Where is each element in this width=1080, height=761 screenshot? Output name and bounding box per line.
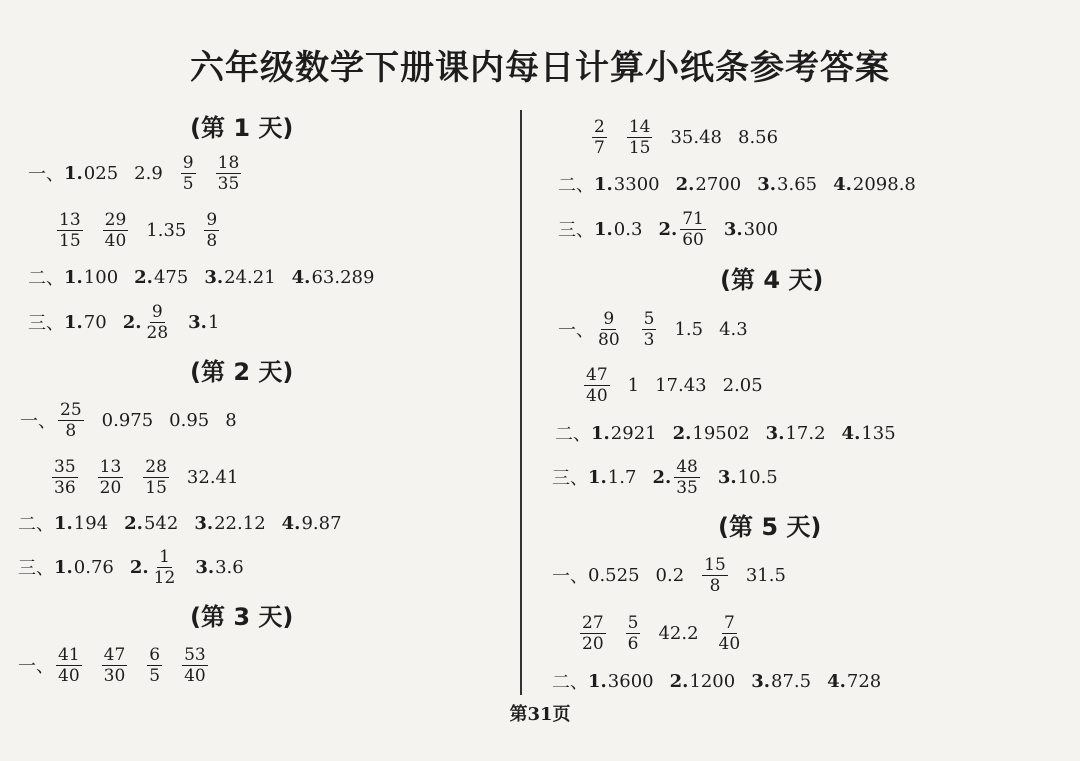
answer-row xyxy=(28,148,259,198)
question-index: 4. xyxy=(841,422,861,444)
answer-item xyxy=(180,645,210,686)
fraction xyxy=(596,309,622,350)
denominator: 20 xyxy=(582,633,604,654)
answer-row xyxy=(20,395,253,445)
answer-item xyxy=(670,671,736,692)
answer-value: 1200 xyxy=(689,670,736,692)
question-index: 1. xyxy=(594,173,613,195)
answer-row xyxy=(55,205,237,255)
question-index: 2. xyxy=(669,670,689,692)
numerator: 35 xyxy=(54,456,76,477)
answer-value: 3.65 xyxy=(777,173,818,195)
answer-item xyxy=(723,375,763,396)
answer-item xyxy=(594,309,624,350)
answer-item xyxy=(591,423,657,444)
answer-item xyxy=(55,210,85,251)
day-heading: (第 1 天) xyxy=(190,114,294,142)
denominator: 80 xyxy=(598,329,620,350)
denominator: 28 xyxy=(146,322,169,343)
section-label: 一、 xyxy=(558,320,594,341)
fraction xyxy=(182,645,208,686)
section-label: 二、 xyxy=(552,672,588,693)
answer-item xyxy=(124,513,178,534)
answer-item xyxy=(141,457,171,498)
answer-row xyxy=(552,550,802,600)
numerator: 29 xyxy=(104,209,127,230)
answer-item xyxy=(738,127,778,148)
question-index: 3. xyxy=(717,466,737,488)
fraction xyxy=(145,302,171,343)
fraction xyxy=(52,457,78,498)
section-label: 二、 xyxy=(555,424,591,445)
question-index: 3. xyxy=(751,670,771,692)
numerator: 48 xyxy=(676,456,698,477)
answer-item xyxy=(100,645,130,686)
numerator: 5 xyxy=(627,612,639,633)
question-index: 3. xyxy=(765,422,785,444)
answer-item xyxy=(652,457,701,498)
answer-value: 0.3 xyxy=(613,218,643,240)
answer-item xyxy=(655,375,707,396)
day-heading: (第 3 天) xyxy=(190,603,294,631)
day-heading: (第 5 天) xyxy=(718,513,822,541)
answer-item xyxy=(715,613,745,654)
answer-row xyxy=(558,159,932,209)
denominator: 15 xyxy=(145,477,167,498)
answer-item xyxy=(56,400,86,441)
answer-row xyxy=(558,304,764,354)
answer-item xyxy=(194,513,265,534)
answer-row xyxy=(552,656,897,706)
answer-value: 17.43 xyxy=(655,374,707,396)
question-index: 2. xyxy=(122,311,142,333)
answer-value: 63.289 xyxy=(311,266,375,288)
answer-value: 8 xyxy=(225,409,237,431)
denominator: 40 xyxy=(58,665,80,686)
answer-value: 475 xyxy=(153,266,189,288)
answer-value: 2.05 xyxy=(722,374,763,396)
numerator: 9 xyxy=(206,209,218,230)
answer-value: 542 xyxy=(143,512,179,534)
answer-value: 3300 xyxy=(613,173,660,195)
answer-value: 32.41 xyxy=(186,466,239,488)
answer-item xyxy=(594,219,642,240)
section-label: 一、 xyxy=(28,164,64,185)
numerator: 28 xyxy=(145,456,167,477)
page-title: 六年级数学下册课内每日计算小纸条参考答案 xyxy=(190,48,890,88)
answer-row xyxy=(18,542,260,592)
section-label: 二、 xyxy=(28,268,64,289)
answer-item xyxy=(50,457,80,498)
answer-value: 2921 xyxy=(610,422,657,444)
answer-item xyxy=(594,174,660,195)
denominator: 15 xyxy=(59,230,81,251)
answer-row xyxy=(555,408,912,458)
answer-item xyxy=(588,467,636,488)
numerator: 7 xyxy=(723,612,735,633)
question-index: 2. xyxy=(129,556,149,578)
answer-value: 19502 xyxy=(692,422,750,444)
answer-item xyxy=(656,565,685,586)
question-index: 3. xyxy=(188,311,207,333)
answer-item xyxy=(757,174,817,195)
question-index: 1. xyxy=(588,466,607,488)
answer-value: 2098.8 xyxy=(852,173,916,195)
answer-value: 22.12 xyxy=(214,512,266,534)
answer-row xyxy=(28,252,390,302)
denominator: 7 xyxy=(594,137,605,158)
answer-value: 1.35 xyxy=(146,219,187,241)
answer-item xyxy=(718,467,778,488)
section-label: 三、 xyxy=(552,468,588,489)
answer-row xyxy=(582,360,779,410)
numerator: 41 xyxy=(58,644,80,665)
answer-value: 0.76 xyxy=(73,556,114,578)
numerator: 25 xyxy=(60,399,82,420)
answer-item xyxy=(134,163,163,184)
answer-item xyxy=(64,312,107,333)
answer-item xyxy=(292,267,375,288)
answer-value: 0.2 xyxy=(655,564,685,586)
fraction xyxy=(147,645,162,686)
numerator: 27 xyxy=(582,612,604,633)
fraction xyxy=(717,613,743,654)
question-index: 1. xyxy=(594,218,613,240)
answer-value: 1.7 xyxy=(607,466,637,488)
answer-row xyxy=(28,297,235,347)
answer-value: 10.5 xyxy=(737,466,778,488)
question-index: 1. xyxy=(591,422,610,444)
denominator: 15 xyxy=(628,137,651,158)
answer-item xyxy=(102,410,154,431)
answer-value: 31.5 xyxy=(745,564,786,586)
answer-item xyxy=(588,565,640,586)
denominator: 40 xyxy=(184,665,206,686)
fraction xyxy=(592,117,607,158)
denominator: 40 xyxy=(104,230,127,251)
answer-item xyxy=(658,623,698,644)
question-index: 2. xyxy=(124,512,143,534)
answer-item xyxy=(134,267,188,288)
numerator: 47 xyxy=(103,644,126,665)
section-label: 二、 xyxy=(18,514,54,535)
answer-item xyxy=(751,671,811,692)
answer-row xyxy=(578,608,760,658)
denominator: 5 xyxy=(182,173,194,194)
fraction xyxy=(181,153,196,194)
question-index: 4. xyxy=(827,670,846,692)
answer-item xyxy=(64,163,118,184)
answer-item xyxy=(658,209,707,250)
numerator: 13 xyxy=(59,209,81,230)
answer-item xyxy=(590,117,609,158)
answer-item xyxy=(842,423,896,444)
denominator: 8 xyxy=(709,575,721,596)
answer-item xyxy=(54,513,108,534)
answer-value: 2700 xyxy=(695,173,742,195)
answer-item xyxy=(628,375,639,396)
fraction xyxy=(580,613,606,654)
answer-value: 8.56 xyxy=(738,126,779,148)
answer-item xyxy=(214,153,244,194)
fraction xyxy=(642,309,657,350)
numerator: 6 xyxy=(149,644,161,665)
answer-item xyxy=(670,127,722,148)
answer-item xyxy=(700,555,730,596)
answer-item xyxy=(96,457,126,498)
fraction xyxy=(702,555,728,596)
numerator: 47 xyxy=(586,364,608,385)
fraction xyxy=(143,457,169,498)
day-heading: (第 4 天) xyxy=(720,266,824,294)
answer-item xyxy=(225,410,236,431)
fraction xyxy=(58,400,84,441)
denominator: 3 xyxy=(643,329,655,350)
question-index: 1. xyxy=(588,670,607,692)
answer-value: 3.6 xyxy=(215,556,244,578)
answer-value: 24.21 xyxy=(224,266,276,288)
denominator: 8 xyxy=(65,420,77,441)
question-index: 3. xyxy=(204,266,224,288)
denominator: 40 xyxy=(586,385,608,406)
answer-item xyxy=(202,210,221,251)
answer-item xyxy=(179,153,198,194)
answer-value: 0.95 xyxy=(169,409,210,431)
answer-item xyxy=(64,267,118,288)
fraction xyxy=(152,547,178,588)
answer-item xyxy=(123,302,172,343)
fraction xyxy=(102,645,128,686)
answer-value: 100 xyxy=(83,266,119,288)
fraction xyxy=(57,210,83,251)
answer-row xyxy=(558,204,794,254)
denominator: 40 xyxy=(718,633,741,654)
question-index: 3. xyxy=(195,556,215,578)
answer-row xyxy=(50,452,254,502)
numerator: 53 xyxy=(184,644,206,665)
fraction xyxy=(98,457,124,498)
answer-value: 0.975 xyxy=(101,409,154,431)
answer-value: 70 xyxy=(83,311,107,333)
question-index: 2. xyxy=(672,422,692,444)
question-index: 1. xyxy=(64,311,83,333)
column-divider xyxy=(520,110,522,695)
fraction xyxy=(674,457,700,498)
numerator: 9 xyxy=(603,308,615,329)
denominator: 30 xyxy=(103,665,126,686)
answer-value: 025 xyxy=(83,162,119,184)
question-index: 3. xyxy=(757,173,777,195)
numerator: 18 xyxy=(217,152,240,173)
answer-item xyxy=(766,423,826,444)
page-number: 第31页 xyxy=(509,704,571,725)
answer-item xyxy=(724,219,778,240)
answer-value: 300 xyxy=(743,218,779,240)
answer-row xyxy=(18,498,358,548)
answer-value: 194 xyxy=(73,512,109,534)
fraction xyxy=(584,365,610,406)
fraction xyxy=(680,209,706,250)
fraction xyxy=(103,210,129,251)
numerator: 2 xyxy=(594,116,605,137)
section-label: 一、 xyxy=(18,656,54,677)
numerator: 71 xyxy=(682,208,704,229)
answer-value: 35.48 xyxy=(670,126,722,148)
denominator: 36 xyxy=(54,477,76,498)
question-index: 2. xyxy=(675,173,695,195)
section-label: 三、 xyxy=(18,558,54,579)
answer-item xyxy=(582,365,612,406)
answer-item xyxy=(145,645,164,686)
question-index: 1. xyxy=(64,162,83,184)
answer-item xyxy=(130,547,179,588)
denominator: 35 xyxy=(676,477,698,498)
answer-value: 728 xyxy=(846,670,882,692)
answer-row xyxy=(590,112,794,162)
answer-value: 135 xyxy=(861,422,896,444)
question-index: 4. xyxy=(291,266,311,288)
answer-item xyxy=(169,410,209,431)
denominator: 20 xyxy=(99,477,122,498)
answer-value: 9.87 xyxy=(301,512,342,534)
section-label: 二、 xyxy=(558,175,594,196)
answer-value: 0.525 xyxy=(588,564,640,586)
section-label: 一、 xyxy=(20,411,56,432)
answer-value: 42.2 xyxy=(658,622,699,644)
answer-value: 1 xyxy=(627,374,640,396)
answer-item xyxy=(746,565,786,586)
answer-value: 17.2 xyxy=(785,422,826,444)
answer-item xyxy=(282,513,342,534)
fraction xyxy=(216,153,242,194)
question-index: 1. xyxy=(64,266,83,288)
question-index: 3. xyxy=(723,218,743,240)
denominator: 60 xyxy=(682,229,704,250)
question-index: 2. xyxy=(658,218,678,240)
answer-value: 2.9 xyxy=(134,162,163,184)
answer-item xyxy=(101,210,131,251)
numerator: 5 xyxy=(643,308,655,329)
answer-item xyxy=(827,671,881,692)
answer-item xyxy=(204,267,275,288)
numerator: 9 xyxy=(182,152,194,173)
denominator: 12 xyxy=(153,567,176,588)
denominator: 8 xyxy=(206,230,218,251)
answer-item xyxy=(588,671,654,692)
fraction xyxy=(204,210,219,251)
answer-value: 87.5 xyxy=(771,670,812,692)
answer-item xyxy=(640,309,659,350)
numerator: 15 xyxy=(704,554,726,575)
answer-item xyxy=(833,174,916,195)
answer-item xyxy=(578,613,608,654)
numerator: 14 xyxy=(628,116,651,137)
answer-item xyxy=(146,220,186,241)
question-index: 1. xyxy=(54,512,73,534)
answer-value: 3600 xyxy=(607,670,654,692)
answer-item xyxy=(625,117,655,158)
numerator: 1 xyxy=(159,546,170,567)
answer-item xyxy=(54,645,84,686)
section-label: 三、 xyxy=(28,313,64,334)
answer-item xyxy=(188,312,219,333)
denominator: 5 xyxy=(149,665,161,686)
answer-value: 4.3 xyxy=(719,318,748,340)
answer-item xyxy=(54,557,114,578)
answer-value: 1.5 xyxy=(674,318,704,340)
question-index: 4. xyxy=(833,173,852,195)
fraction xyxy=(56,645,82,686)
day-heading: (第 2 天) xyxy=(190,358,294,386)
denominator: 35 xyxy=(217,173,240,194)
answer-item xyxy=(676,174,742,195)
answer-value: 1 xyxy=(207,311,220,333)
section-label: 三、 xyxy=(558,220,594,241)
numerator: 13 xyxy=(99,456,122,477)
question-index: 2. xyxy=(652,466,672,488)
question-index: 4. xyxy=(281,512,301,534)
answer-item xyxy=(674,319,703,340)
answer-row xyxy=(552,452,794,502)
answer-item xyxy=(719,319,748,340)
answer-row xyxy=(18,640,226,690)
answer-item xyxy=(195,557,243,578)
answer-item xyxy=(673,423,750,444)
question-index: 1. xyxy=(54,556,73,578)
fraction xyxy=(627,117,653,158)
section-label: 一、 xyxy=(552,566,588,587)
fraction xyxy=(626,613,641,654)
question-index: 2. xyxy=(134,266,153,288)
denominator: 6 xyxy=(627,633,639,654)
answer-item xyxy=(187,467,239,488)
question-index: 3. xyxy=(194,512,214,534)
answer-item xyxy=(624,613,643,654)
numerator: 9 xyxy=(151,301,163,322)
